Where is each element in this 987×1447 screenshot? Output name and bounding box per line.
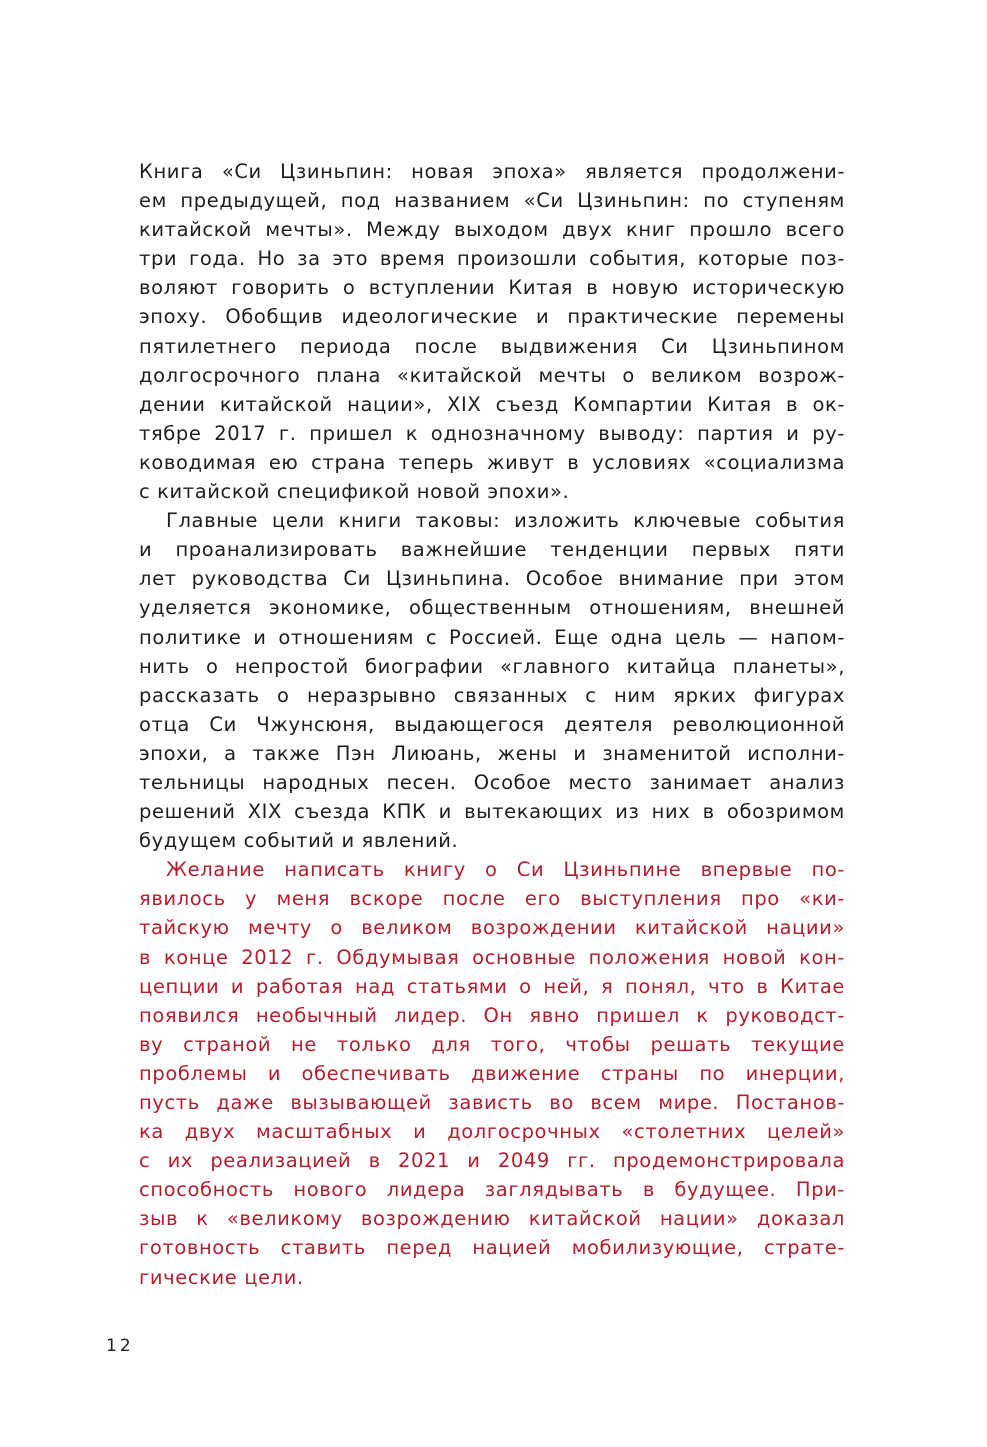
text-line: китайской мечты». Между выходом двух книг прошло всего [139, 218, 845, 242]
text-line: тябре 2017 г. пришел к однозначному выводу: партия и ру- [139, 421, 845, 445]
text-line: уделяется экономике, общественным отношениям, внешней [139, 596, 845, 620]
text-line: и проанализировать важнейшие тенденции первых пяти [139, 538, 845, 562]
text-line: Главные цели книги таковы: изложить ключевые события [166, 509, 845, 533]
paragraph-1 [139, 157, 845, 506]
text-line: лет руководства Си Цзиньпина. Особое внимание при этом [139, 567, 845, 591]
text-line: пусть даже вызывающей зависть во всем мире. Постанов- [139, 1091, 845, 1114]
text-line: пятилетнего периода после выдвижения Си Цзиньпином [139, 334, 845, 358]
body-text [139, 157, 845, 1292]
text-line: нить о непростой биографии «главного китайца планеты», [139, 654, 845, 678]
text-line: зыв к «великому возрождению китайской нации» доказал [139, 1207, 845, 1231]
text-line: эпохи, а также Пэн Лиюань, жены и знаменитой исполни- [139, 741, 845, 765]
text-line: политике и отношениям с Россией. Еще одна цель — напом- [139, 625, 845, 649]
text-line: долгосрочного плана «китайской мечты о великом возрож- [139, 363, 845, 387]
text-line: появился необычный лидер. Он явно пришел к руководст- [139, 1003, 845, 1027]
text-line: ка двух масштабных и долгосрочных «столетних целей» [139, 1120, 845, 1144]
paragraph-3 [139, 855, 845, 1291]
text-line: ву страной не только для того, чтобы решать текущие [139, 1032, 845, 1056]
text-line: с их реализацией в 2021 и 2049 гг. продемонстрировала [139, 1149, 845, 1173]
text-line: дении китайской нации», XIX съезд Компартии Китая в ок- [139, 392, 845, 416]
text-line: готовность ставить перед нацией мобилизующие, страте- [139, 1236, 845, 1260]
text-line: ководимая ею страна теперь живут в условиях «социализма [139, 450, 845, 474]
text-line: отца Си Чжунсюня, выдающегося деятеля революционной [139, 712, 845, 736]
text-line: тельницы народных песен. Особое место занимает анализ [139, 770, 845, 794]
text-line: проблемы и обеспечивать движение страны по инерции, [139, 1061, 845, 1085]
text-line: цепции и работая над статьями о ней, я понял, что в Китае [139, 974, 845, 998]
text-line: Желание написать книгу о Си Цзиньпине впервые по- [166, 858, 845, 882]
text-line: воляют говорить о вступлении Китая в новую историческую [139, 276, 845, 300]
text-line: три года. Но за это время произошли события, которые поз- [139, 247, 845, 271]
page-number: 12 [106, 1336, 134, 1356]
text-line: в конце 2012 г. Обдумывая основные положения новой кон- [139, 945, 845, 969]
text-line: Книга «Си Цзиньпин: новая эпоха» является продолжени- [139, 160, 845, 183]
text-line: будущем событий и явлений. [139, 829, 459, 853]
text-line: рассказать о неразрывно связанных с ним ярких фигурах [139, 683, 845, 707]
text-line: явилось у меня вскоре после его выступления про «ки- [139, 887, 845, 911]
text-line: эпоху. Обобщив идеологические и практические перемены [139, 305, 845, 329]
text-line: ем предыдущей, под названием «Си Цзиньпин: по ступеням [139, 189, 845, 213]
text-line: тайскую мечту о великом возрождении китайской нации» [139, 916, 845, 940]
text-line: с китайской спецификой новой эпохи». [139, 480, 570, 504]
text-line: гические цели. [139, 1265, 304, 1289]
paragraph-2 [139, 506, 845, 855]
text-line: способность нового лидера заглядывать в будущее. При- [139, 1178, 845, 1202]
text-line: решений XIX съезда КПК и вытекающих из них в обозримом [139, 800, 845, 824]
